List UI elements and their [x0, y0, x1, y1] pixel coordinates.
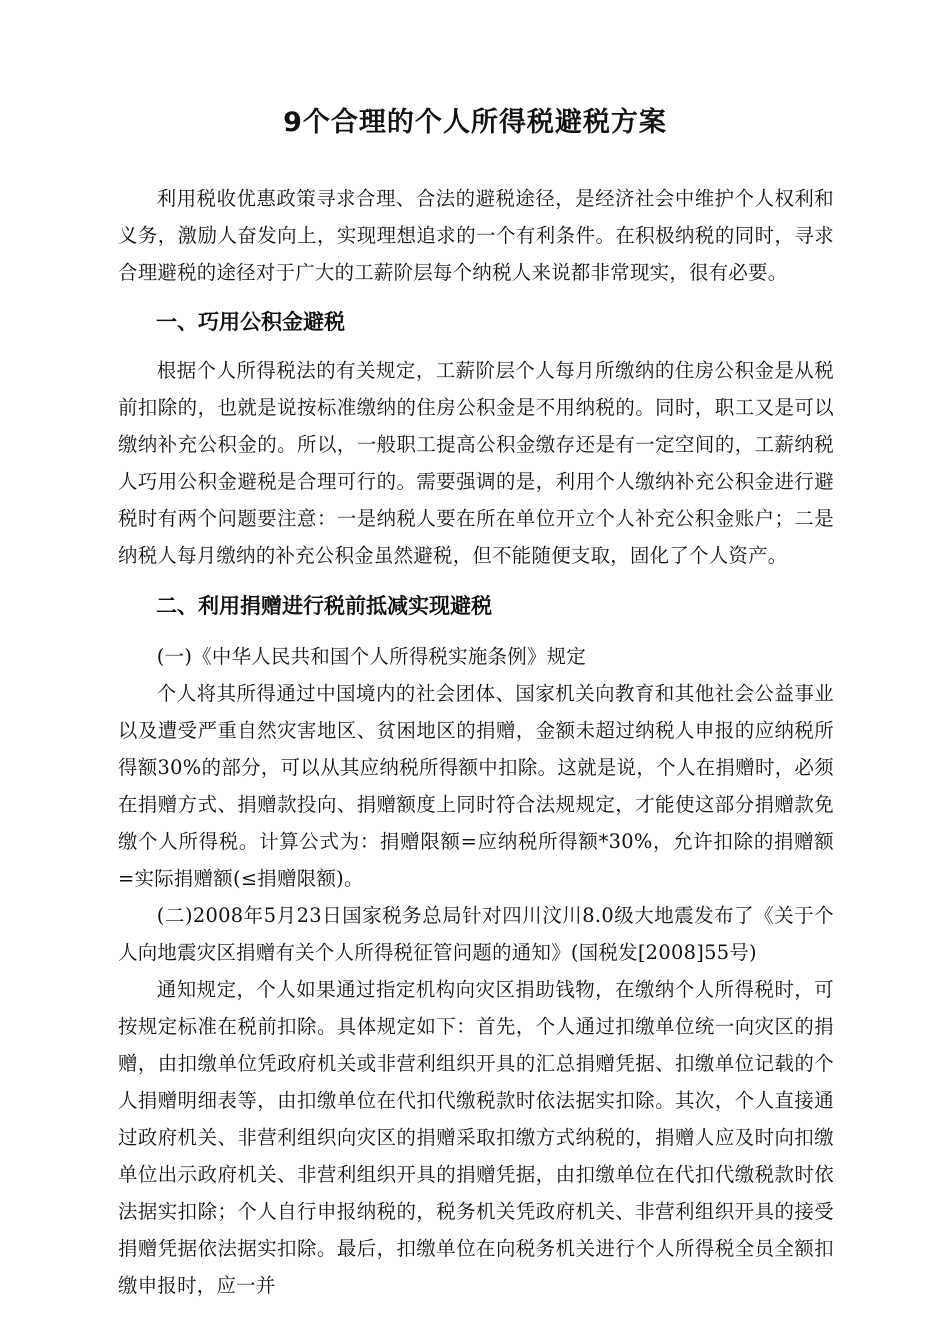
subsection2-paragraph: 通知规定，个人如果通过指定机构向灾区捐助钱物，在缴纳个人所得税时，可按规定标准在税前扣除。具体规定如下：首先，个人通过扣缴单位统一向灾区的捐赠，由扣缴单位凭政府机关或非营利组织开具的汇总捐赠凭据、扣缴单位记载的个人捐赠明细表等，由扣缴单位在代扣代缴税款时依法据实扣除。其次，个人直接通过政府机关、非营利组织向灾区的捐赠采取扣缴方式纳税的，捐赠人应及时向扣缴单位出示政府机关、非营利组织开具的捐赠凭据，由扣缴单位在代扣代缴税款时依法据实扣除；个人自行申报纳税的，税务机关凭政府机关、非营利组织开具的接受捐赠凭据依法据实扣除。最后，扣缴单位在向税务机关进行个人所得税全员全额扣缴申报时，应一并 [118, 978, 834, 1297]
intro-paragraph: 利用税收优惠政策寻求合理、合法的避税途径，是经济社会中维护个人权利和义务，激励人奋发向上，实现理想追求的一个有利条件。在积极纳税的同时，寻求合理避税的途径对于广大的工薪阶层每个纳税人来说都非常现实，很有必要。 [118, 187, 834, 284]
section1-heading: 一、巧用公积金避税 [156, 310, 345, 334]
subsection2-title: (二)2008年5月23日国家税务总局针对四川汶川8.0级大地震发布了《关于个人向地震灾区捐赠有关个人所得税征管问题的通知》(国税发[2008]55号) [118, 904, 834, 964]
section1-paragraph: 根据个人所得税法的有关规定，工薪阶层个人每月所缴纳的住房公积金是从税前扣除的，也就是说按标准缴纳的住房公积金是不用纳税的。同时，职工又是可以缴纳补充公积金的。所以，一般职工提高公积金缴存还是有一定空间的，工薪纳税人巧用公积金避税是合理可行的。需要强调的是，利用个人缴纳补充公积金进行避税时有两个问题要注意：一是纳税人要在所在单位开立个人补充公积金账户；二是纳税人每月缴纳的补充公积金虽然避税，但不能随便支取，固化了个人资产。 [118, 359, 834, 567]
document-title: 9个合理的个人所得税避税方案 [283, 107, 667, 138]
subsection1-title: (一)《中华人民共和国个人所得税实施条例》规定 [156, 645, 587, 668]
subsection1-paragraph: 个人将其所得通过中国境内的社会团体、国家机关向教育和其他社会公益事业以及遭受严重自然灾害地区、贫困地区的捐赠，金额未超过纳税人申报的应纳税所得额30%的部分，可以从其应纳税所得额中扣除。这就是说，个人在捐赠时，必须在捐赠方式、捐赠款投向、捐赠额度上同时符合法规规定，才能使这部分捐赠款免缴个人所得税。计算公式为：捐赠限额=应纳税所得额*30%，允许扣除的捐赠额=实际捐赠额(≤捐赠限额)。 [118, 682, 834, 890]
section2-heading: 二、利用捐赠进行税前抵减实现避税 [156, 594, 492, 618]
